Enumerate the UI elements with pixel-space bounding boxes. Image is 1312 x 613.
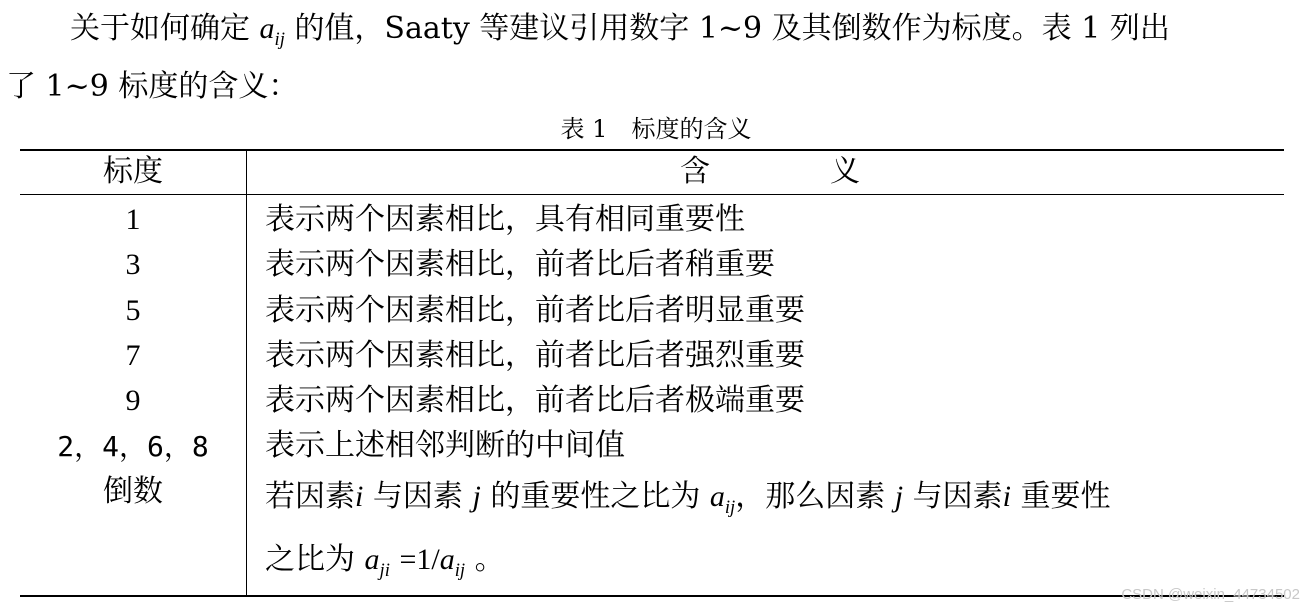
table-column-divider xyxy=(246,150,247,596)
table-row-meaning: 表示两个因素相比，前者比后者强烈重要 xyxy=(265,338,805,373)
math-variable-aji: $a_{ji}$ xyxy=(364,543,390,581)
paragraph-text: 关于如何确定 xyxy=(70,11,250,46)
table-row-scale: 5 xyxy=(125,294,141,327)
table-bottom-rule xyxy=(20,595,1284,597)
header-meaning: 含 义 xyxy=(680,154,860,189)
table-row-scale: 2，4，6，8 xyxy=(57,430,209,463)
table-row-scale: 1 xyxy=(125,203,141,236)
paragraph-line-2: 了 1~9 标度的含义： xyxy=(6,69,299,104)
table-row-meaning: 表示两个因素相比，前者比后者明显重要 xyxy=(265,293,805,328)
table-top-rule xyxy=(20,149,1284,151)
table-row-meaning: 表示上述相邻判断的中间值 xyxy=(265,428,625,463)
math-variable-aij: $a_{ij}$ xyxy=(709,480,736,518)
table-row-scale: 7 xyxy=(125,339,141,372)
reciprocal-meaning-line-1: 若因素i 与因素 j 的重要性之比为 $a_{ij}$，那么因素 j 与因素i 重要性 xyxy=(265,479,1111,518)
table-header-rule xyxy=(20,194,1284,195)
table-row-scale: 3 xyxy=(125,248,141,281)
table-caption: 表 1 标度的含义 xyxy=(560,115,752,143)
watermark: CSDN @weixin_44734502 xyxy=(1121,586,1300,603)
reciprocal-meaning-line-2: 之比为 $a_{ji} =1/a_{ij}$ 。 xyxy=(265,542,505,581)
paragraph-line-1 xyxy=(0,11,1312,50)
math-variable-a: $a_{ij}$ xyxy=(259,12,285,50)
math-variable-aij: $a_{ij}$ xyxy=(439,543,466,581)
table-row-meaning: 表示两个因素相比，具有相同重要性 xyxy=(265,202,745,237)
table-row-scale-reciprocal: 倒数 xyxy=(103,474,163,509)
table-row-meaning: 表示两个因素相比，前者比后者极端重要 xyxy=(265,383,805,418)
paragraph-text: 的值，Saaty 等建议引用数字 1~9 及其倒数作为标度。表 1 列出 xyxy=(294,11,1170,46)
header-scale: 标度 xyxy=(103,154,163,189)
table-row-meaning: 表示两个因素相比，前者比后者稍重要 xyxy=(265,247,775,282)
table-row-scale: 9 xyxy=(125,384,141,417)
